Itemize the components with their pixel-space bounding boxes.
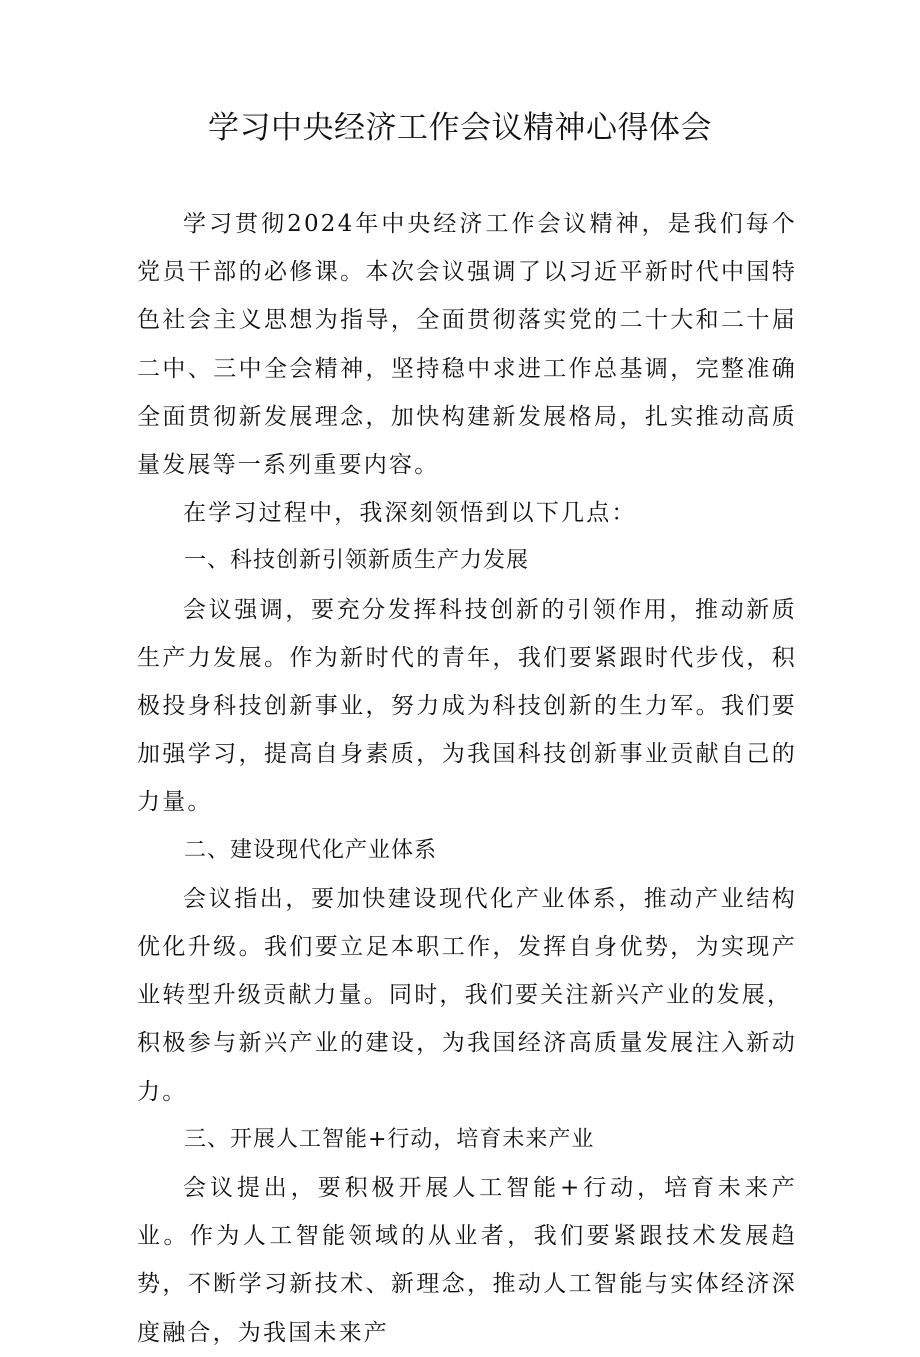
document-body <box>137 200 797 1357</box>
section-2-heading: 二、建设现代化产业体系 <box>184 837 438 863</box>
section-1-paragraph: 会议强调，要充分发挥科技创新的引领作用，推动新质生产力发展。作为新时代的青年，我们要紧跟时代步伐，积极投身科技创新事业，努力成为科技创新的生力军。我们要加强学习，提高自身素质，为我国科技创新事业贡献自己的力量。 <box>137 596 797 816</box>
section-2-paragraph-continued: 积极参与新兴产业的建设，为我国经济高质量发展注入新动力。 <box>137 1030 797 1105</box>
intro-paragraph: 学习贯彻2024年中央经济工作会议精神，是我们每个党员干部的必修课。本次会议强调了以习近平新时代中国特色社会主义思想为指导，全面贯彻落实党的二十大和二十届二中、三中全会精神，坚持稳中求进工作总基调，完整准确全面贯彻新发展理念，加快构建新发展格局，扎实推动高质量发展等一系列重要内容。 <box>137 211 797 479</box>
section-2-paragraph: 会议指出，要加快建设现代化产业体系，推动产业结构优化升级。我们要立足本职工作，发挥自身优势，为实现产业转型升级贡献力量。同时，我们要关注新兴产业的发展， <box>137 885 797 1009</box>
lead-paragraph: 在学习过程中，我深刻领悟到以下几点： <box>183 500 637 527</box>
section-1-heading: 一、科技创新引领新质生产力发展 <box>184 548 530 574</box>
document-title: 学习中央经济工作会议精神心得体会 <box>208 110 712 146</box>
section-3-paragraph: 会议提出，要积极开展人工智能+行动，培育未来产业。作为人工智能领域的从业者，我们要紧跟技术发展趋势，不断学习新技术、新理念，推动人工智能与实体经济深度融合，为我国未来产 <box>137 1175 797 1346</box>
section-3-heading: 三、开展人工智能+行动，培育未来产业 <box>184 1126 595 1152</box>
